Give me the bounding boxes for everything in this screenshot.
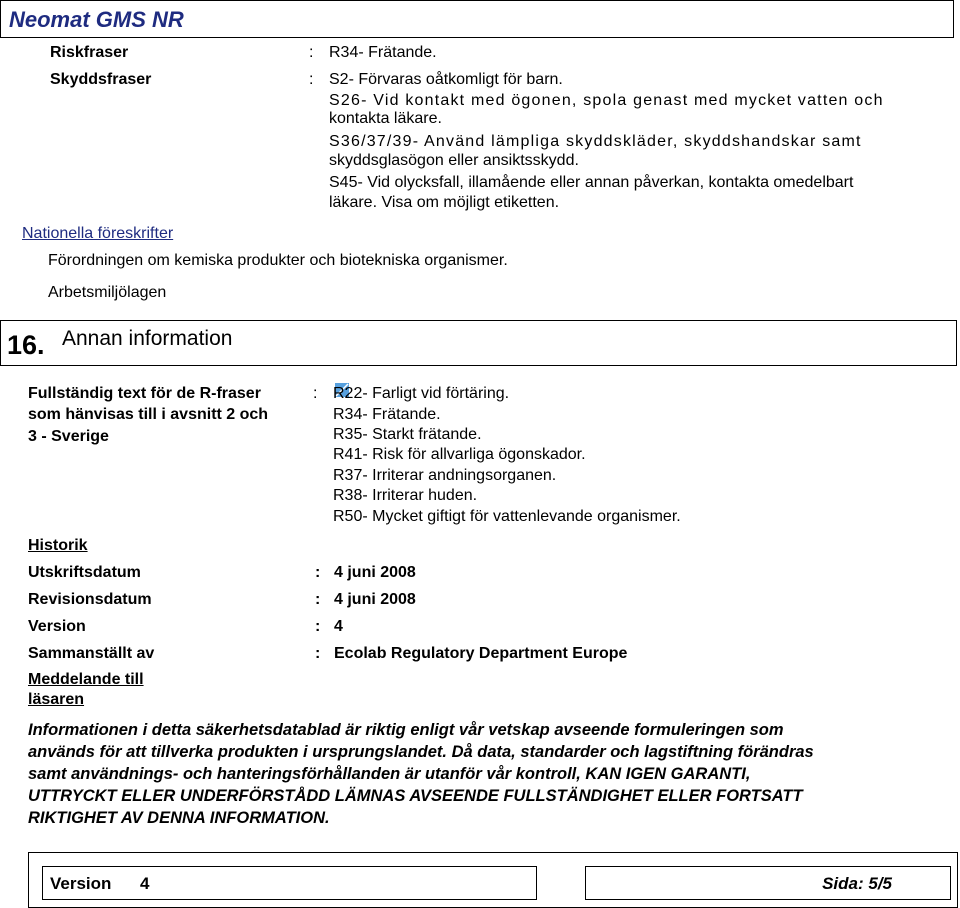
reader-note-heading: Meddelande till bbox=[28, 671, 144, 688]
safety-line: S2- Förvaras oåtkomligt för barn. bbox=[329, 71, 563, 88]
product-title: Neomat GMS NR bbox=[9, 7, 184, 32]
revision-date-value: 4 juni 2008 bbox=[334, 591, 416, 608]
colon: : bbox=[309, 71, 314, 88]
national-regulation-line: Arbetsmiljölagen bbox=[48, 284, 167, 301]
footer-version-label: Version bbox=[50, 874, 112, 893]
national-regulations-heading: Nationella föreskrifter bbox=[22, 225, 174, 242]
footer-version-value: 4 bbox=[140, 874, 150, 893]
safety-line: S36/37/39- Använd lämpliga skyddskläder, skyddshandskar samt bbox=[329, 133, 862, 150]
risk-text: R34- Frätande. bbox=[329, 44, 437, 61]
compiled-by-value: Ecolab Regulatory Department Europe bbox=[334, 645, 628, 662]
r-phrases-label: Fullständig text för de R-fraser bbox=[28, 385, 261, 402]
r-phrase-item: R50- Mycket giftigt för vattenlevande organismer. bbox=[333, 508, 681, 525]
footer-page-box bbox=[585, 866, 951, 900]
reader-note-heading: läsaren bbox=[28, 691, 85, 708]
colon: : bbox=[313, 385, 318, 402]
section-16-header bbox=[0, 320, 957, 366]
revision-date-label: Revisionsdatum bbox=[28, 591, 152, 608]
disclaimer-line: Informationen i detta säkerhetsdatablad är riktig enligt vår vetskap avseende formuleringen som bbox=[28, 721, 784, 739]
r-phrase-item: R34- Frätande. bbox=[333, 406, 441, 423]
colon: : bbox=[309, 44, 314, 61]
section-title: Annan information bbox=[62, 327, 233, 350]
disclaimer bbox=[28, 719, 958, 829]
safety-line: skyddsglasögon eller ansiktsskydd. bbox=[329, 152, 579, 169]
safety-label: Skyddsfraser bbox=[50, 71, 152, 88]
disclaimer-line: används för att tillverka produkten i ursprungslandet. Då data, standarder och lagstiftning förändras bbox=[28, 743, 814, 761]
footer-version-box bbox=[42, 866, 537, 900]
history-heading: Historik bbox=[28, 537, 88, 554]
risk-label: Riskfraser bbox=[50, 44, 129, 61]
safety-line: S45- Vid olycksfall, illamående eller annan påverkan, kontakta omedelbart bbox=[329, 174, 854, 191]
version-value: 4 bbox=[334, 618, 343, 635]
national-regulation-line: Förordningen om kemiska produkter och biotekniska organismer. bbox=[48, 252, 508, 269]
r-phrase-item: R38- Irriterar huden. bbox=[333, 487, 478, 504]
print-date-label: Utskriftsdatum bbox=[28, 564, 141, 581]
page-number: Sida: 5/5 bbox=[822, 874, 892, 893]
colon: : bbox=[315, 618, 321, 635]
section-number: 16. bbox=[7, 330, 45, 360]
colon: : bbox=[315, 645, 321, 662]
version-label: Version bbox=[28, 618, 86, 635]
r-phrase-item: R37- Irriterar andningsorganen. bbox=[333, 467, 557, 484]
disclaimer-line: UTTRYCKT ELLER UNDERFÖRSTÅDD LÄMNAS AVSEENDE FULLSTÄNDIGHET ELLER FORTSATT bbox=[28, 787, 803, 805]
r-phrase-item: R35- Starkt frätande. bbox=[333, 426, 482, 443]
colon: : bbox=[315, 591, 321, 608]
colon: : bbox=[315, 564, 321, 581]
r-phrases-label: 3 - Sverige bbox=[28, 428, 109, 445]
safety-line: S26- Vid kontakt med ögonen, spola genast med mycket vatten och bbox=[329, 92, 884, 109]
disclaimer-line: RIKTIGHET AV DENNA INFORMATION. bbox=[28, 809, 330, 827]
safety-line: kontakta läkare. bbox=[329, 110, 442, 127]
document-header bbox=[0, 0, 954, 38]
r-phrases-label: som hänvisas till i avsnitt 2 och bbox=[28, 406, 269, 423]
disclaimer-line: samt användnings- och hanteringsförhållanden är utanför vår kontroll, KAN IGEN GARANTI, bbox=[28, 765, 751, 783]
safety-line: läkare. Visa om möjligt etiketten. bbox=[329, 194, 560, 211]
r-phrase-item: R41- Risk för allvarliga ögonskador. bbox=[333, 446, 586, 463]
compiled-by-label: Sammanställt av bbox=[28, 645, 155, 662]
print-date-value: 4 juni 2008 bbox=[334, 564, 416, 581]
r-phrase-item: R22- Farligt vid förtäring. bbox=[333, 385, 510, 402]
